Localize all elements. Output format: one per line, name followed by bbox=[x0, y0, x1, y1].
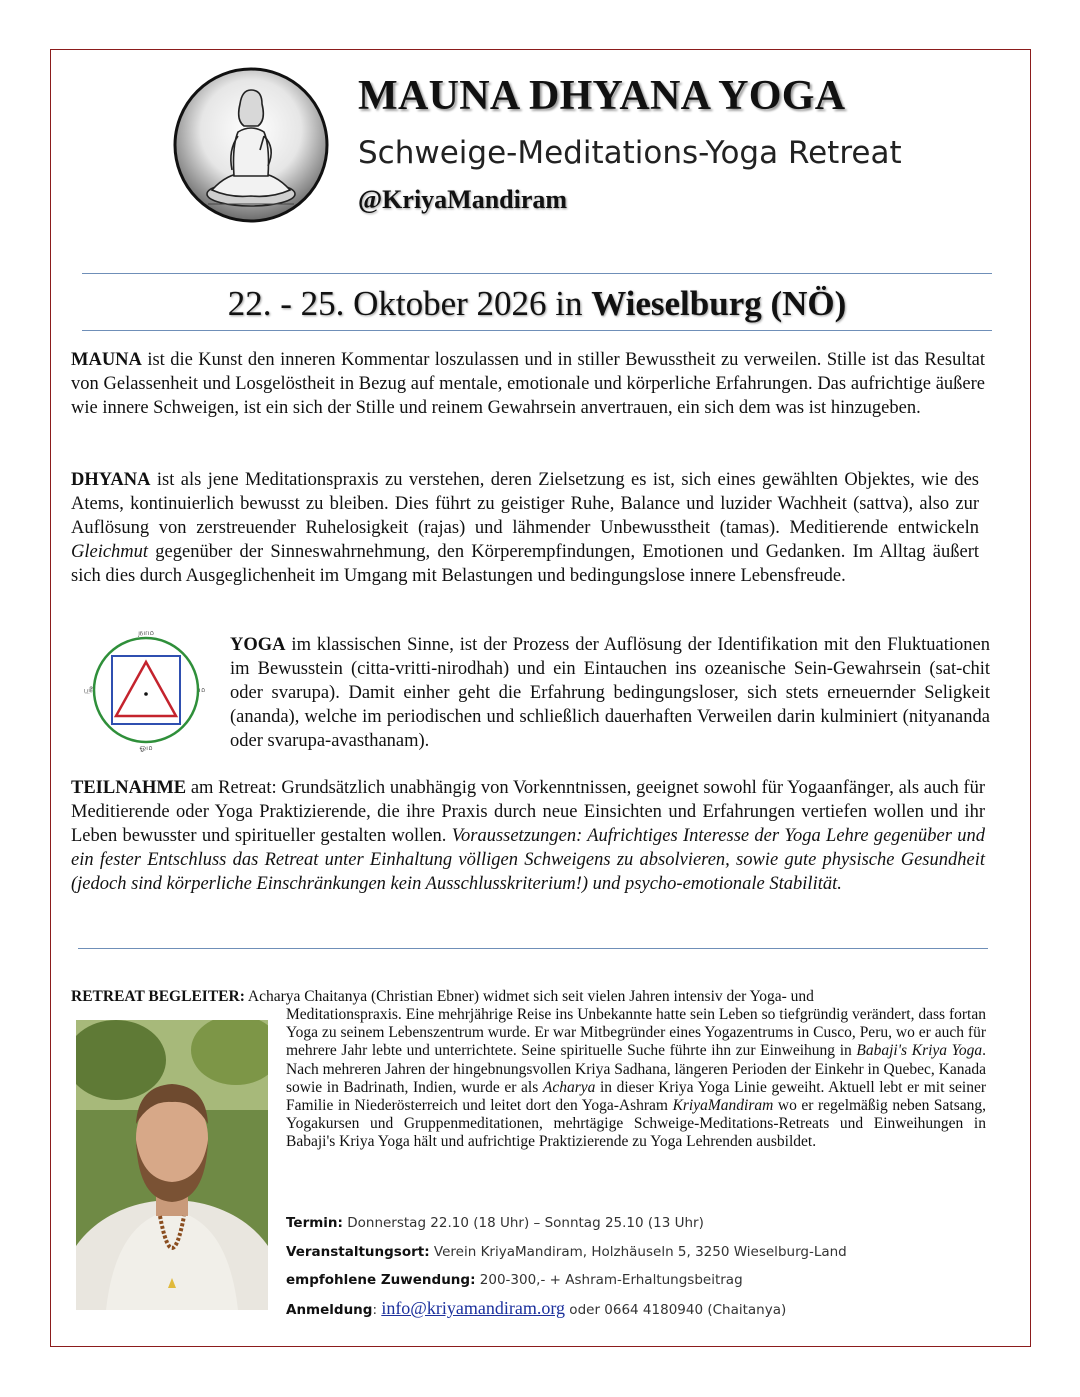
dhyana-text-continued: gegenüber der Sinneswahrnehmung, den Körperempfindungen, Emotionen und Gedanken. Im Alltag äußert sich dies durch Ausgeglichenheit im Umgang mit Belastungen und bedingungslose innere Lebensfreude. bbox=[71, 542, 979, 586]
anmeldung-label: Anmeldung bbox=[286, 1302, 373, 1318]
yantra-triangle bbox=[116, 662, 176, 716]
ort-label: Veranstaltungsort: bbox=[286, 1244, 430, 1260]
ort-line bbox=[286, 1244, 847, 1260]
yantra-label-top: நாம bbox=[138, 628, 154, 637]
mauna-text: ist die Kunst den inneren Kommentar loszulassen und in stiller Bewusstheit zu verweilen. Stille ist das Resultat von Gelassenheit und Losgelöstheit in Bezug auf mentale, emotionale und körperliche Erfahrungen. Das aufrichtige äußere wie innere Schweigen, ist ein sich der Stille und reinem Gewahrsein anvertrauen, ein sich dem was ist hinzugeben. bbox=[71, 350, 985, 418]
dhyana-text: ist als jene Meditationspraxis zu verstehen, deren Zielsetzung es ist, sich eines gewählten Objektes, wie des Atems, kontinuierlich bewusst zu bleiben. Dies führt zu geistiger Ruhe, Balance und luzider Wachheit (sattva), also zur Auflösung von zerstreuender Ruhelosigkeit (rajas) und lähmender Unbewusstheit (tamas). Meditierende entwickeln bbox=[71, 470, 979, 538]
teilnahme-paragraph bbox=[71, 776, 985, 896]
ort-value: Verein KriyaMandiram, Holzhäuseln 5, 3250 Wieselburg-Land bbox=[429, 1244, 847, 1260]
begleiter-text-a: Meditationspraxis. Eine mehrjährige Reise ins Unbekannte hatte sein Leben so tiefgründig verändert, dass fortan Yoga zu seinem Lebenszentrum wurde. Er war Mitbegründer eines Yogazentrums in Cusco, Peru, wo er auch für mehrere Jahr lebte und unterrichtete. Seine spirituelle Suche führte ihn zur Einweihung in bbox=[286, 1006, 986, 1060]
begleiter-em-b: Acharya bbox=[542, 1078, 596, 1096]
begleiter-bio-text bbox=[286, 1006, 986, 1152]
zuwendung-line bbox=[286, 1272, 743, 1288]
event-location: Wieselburg (NÖ) bbox=[591, 284, 847, 323]
termin-label: Termin: bbox=[286, 1215, 343, 1231]
event-date-location bbox=[82, 284, 992, 324]
mauna-keyword: MAUNA bbox=[71, 350, 142, 370]
begleiter-em-c: KriyaMandiram bbox=[672, 1097, 774, 1115]
begleiter-text-b: . Nach mehreren Jahren der hingebnungsvollen Kriya Sadhana, längeren Perioden der Einkehr in Quebec, Kanada sowie in Badrinath, Indien, wurde er als bbox=[286, 1042, 987, 1096]
termin-value: Donnerstag 22.10 (18 Uhr) – Sonntag 25.10 (13 Uhr) bbox=[342, 1215, 704, 1231]
dhyana-paragraph bbox=[71, 468, 979, 588]
mauna-paragraph bbox=[71, 348, 985, 420]
begleiter-em-a: Babaji's Kriya Yoga bbox=[856, 1042, 983, 1060]
email-link[interactable]: info@kriyamandiram.org bbox=[381, 1298, 566, 1318]
divider-top bbox=[82, 273, 992, 274]
anmeldung-line bbox=[286, 1298, 786, 1319]
begleiter-text-d: wo er regelmäßig neben Satsang, Yogakursen und Gruppenmeditationen, mehrtägige Schweige-Meditations-Retreats und Einweihungen in Babaji's Kriya Yoga hält und aufrichtige Praktizierende zu Yoga Lehrenden ausbildet. bbox=[286, 1097, 986, 1151]
yoga-paragraph bbox=[230, 633, 990, 753]
zuwendung-label: empfohlene Zuwendung: bbox=[286, 1272, 476, 1288]
dhyana-keyword: DHYANA bbox=[71, 470, 151, 490]
termin-line bbox=[286, 1215, 704, 1231]
yantra-label-right: ம bbox=[198, 685, 206, 694]
teilnahme-text: am Retreat: Grundsätzlich unabhängig von Vorkenntnissen, geeignet sowohl für Yogaanfänger, als auch für Meditierende oder Yoga Praktizierende, die ihre Praxis durch neue Einsichten und Erfahrungen vertiefen wollen und ihr Leben bewusster und spiritueller gestalten wollen. bbox=[71, 778, 985, 846]
yantra-square bbox=[112, 656, 180, 724]
teacher-portrait-photo bbox=[76, 1020, 268, 1310]
yantra-label-bottom: ஓம bbox=[139, 743, 153, 752]
yantra-circle bbox=[94, 638, 198, 742]
begleiter-lead-text: Acharya Chaitanya (Christian Ebner) widmet sich seit vielen Jahren intensiv der Yoga- und bbox=[244, 988, 814, 1005]
yoga-text: im klassischen Sinne, ist der Prozess der Auflösung der Identifikation mit den Fluktuationen im Bewusstein (citta-vritti-nirodhah) und ein Eintauchen ins ozeanische Sein-Gewahrsein (sat-chit oder svarupa). Damit einher geht die Erfahrung bedingungsloser, sich stets erneuernder Seligkeit (ananda), welche im periodischen und schließlich dauerhaften Verweilen darin kulminiert (nityananda oder svarupa-avasthanam). bbox=[230, 635, 990, 751]
teilnahme-requirements: Voraussetzungen: Aufrichtiges Interesse der Yoga Lehre gegenüber und ein fester Entschluss das Retreat unter Einhaltung völligen Schweigens zu absolvieren, sowie gute physische Gesundheit (jedoch sind körperliche Einschränkungen kein Ausschlusskriterium!) und psycho-emotionale Stabilität. bbox=[71, 826, 986, 894]
dhyana-emphasis: Gleichmut bbox=[71, 542, 149, 562]
teilnahme-keyword: TEILNAHME bbox=[71, 778, 187, 798]
kriyamandiram-handle: @KriyaMandiram bbox=[358, 185, 568, 214]
yantra-symbol-image bbox=[82, 626, 210, 754]
begleiter-keyword: RETREAT BEGLEITER: bbox=[71, 988, 245, 1005]
event-date: 22. - 25. Oktober 2026 in bbox=[227, 284, 592, 323]
yoga-keyword: YOGA bbox=[230, 635, 286, 655]
divider-bottom bbox=[78, 948, 988, 949]
yantra-bindu bbox=[144, 692, 148, 696]
zuwendung-value: 200-300,- + Ashram-Erhaltungsbeitrag bbox=[475, 1272, 743, 1288]
anmeldung-colon: : bbox=[372, 1302, 382, 1318]
divider-date bbox=[82, 330, 992, 331]
yantra-label-left: ஸ்ரீ bbox=[83, 686, 93, 694]
begleiter-lead-line bbox=[71, 988, 986, 1006]
retreat-subtitle: Schweige-Meditations-Yoga Retreat bbox=[358, 135, 902, 171]
begleiter-text-c: in dieser Kriya Yoga Linie geweiht. Aktuell lebt er mit seiner Familie in Niederösterreich und leitet dort den Yoga-Ashram bbox=[286, 1078, 986, 1115]
phone-value: oder 0664 4180940 (Chaitanya) bbox=[565, 1302, 787, 1318]
babaji-logo-image bbox=[172, 66, 330, 224]
retreat-title: MAUNA DHYANA YOGA bbox=[358, 73, 846, 119]
